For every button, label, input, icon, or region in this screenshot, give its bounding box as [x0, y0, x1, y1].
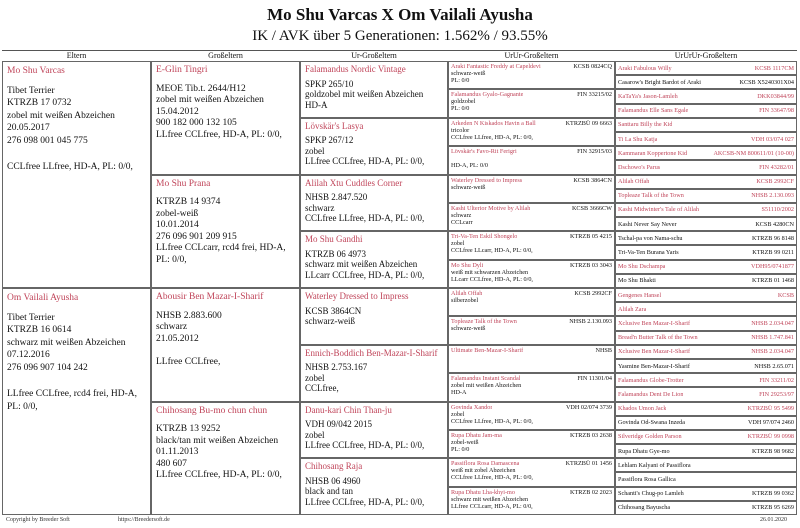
dog-name: Xclusive Ben Mazar-I-Sharif: [618, 319, 691, 327]
gen5-card: [615, 359, 797, 373]
dog-detail: [156, 345, 295, 357]
gen4-card: [448, 316, 615, 344]
dog-detail: KTRZB 17 0732: [7, 98, 72, 108]
registration-number: FIN 33647/98: [759, 107, 794, 115]
gen5-card: [615, 118, 797, 132]
registration-number: VDH 97/074 2460: [747, 419, 794, 427]
dog-name: Falamandus Nordic Vintage: [305, 64, 406, 74]
dog-name: Waterley Dressed to Impress: [451, 176, 523, 184]
dog-name: Xclusive Ben Mazar-I-Sharif: [618, 348, 691, 356]
registration-number: FIN 33215/02: [577, 91, 612, 99]
registration-number: NHSB: [595, 346, 612, 354]
dog-detail: HD-A: [451, 389, 467, 397]
dog-detail: tricolor: [451, 126, 470, 134]
gen4-card: [448, 89, 615, 117]
dog-detail: HD-A, PL: 0/0: [451, 162, 488, 170]
dog-name: Alilah Offah: [618, 178, 650, 186]
dog-name: Rupa Dhatu Lha-khyi-mo: [451, 488, 515, 496]
registration-number: KCSB 3864CN: [573, 176, 612, 184]
dog-detail: silberzobel: [451, 297, 479, 304]
registration-number: NHSB 2.130.093: [751, 192, 794, 200]
dog-name: Kashi Midwinter's Tale of Alilah: [618, 206, 699, 214]
dog-name: Passiflora Rosa Damascena: [451, 460, 520, 468]
dog-detail: NHSB 2.753.167: [305, 362, 368, 373]
dog-detail: zobel: [305, 372, 325, 383]
dog-detail: schwarz-weiß: [451, 183, 486, 191]
registration-number: KCSB 0824CQ: [573, 63, 612, 70]
dog-detail: 276 096 901 209 915: [156, 231, 237, 242]
dog-name: Alilah Xtu Cuddles Corner: [305, 177, 403, 188]
dog-name: Rupa Dhatu Gye-mo: [618, 447, 670, 455]
dog-detail: PL: 0/0: [451, 77, 470, 84]
registration-number: KTRZB 99 0211: [752, 249, 794, 257]
footer-date: 26.01.2020: [760, 517, 787, 523]
dog-detail: zobel mit weißen Abzeichen: [451, 382, 522, 390]
parent-card: [2, 61, 151, 288]
grandparent-card: [151, 402, 300, 516]
dog-name: Falamandus Instant Scandal: [451, 375, 521, 383]
dog-detail: [451, 354, 612, 361]
dog-detail: zobel: [451, 240, 465, 248]
dog-detail: schwarz-weiß: [451, 325, 486, 333]
dog-detail: CCLfree LLcarr, HD-A, PL: 0/0,: [451, 247, 533, 255]
great-grandparent-card: [300, 231, 448, 288]
registration-number: AKCSB-NM 800611/01 (10-00): [713, 149, 794, 157]
gen5-card: [615, 146, 797, 160]
dog-name: Falamandus Gyalo-Gagnante: [451, 91, 524, 99]
dog-name: Falamandus Globe-Trotter: [618, 376, 684, 384]
column-header: UrUrUr-Großeltern: [615, 50, 797, 61]
page-title: Mo Shu Varcas X Om Vailali Ayusha: [267, 5, 533, 24]
gen5-card: [615, 217, 797, 231]
dog-detail: schwarz mit weißen Abzeichen: [7, 337, 126, 348]
health-info: CCLfree LLfree, HD-A, PL: 0/0,: [7, 162, 133, 172]
dog-detail: [451, 155, 612, 162]
dog-detail: Tibet Terrier: [7, 85, 55, 96]
dog-detail: 10.01.2014: [156, 220, 199, 230]
dog-detail: SPKP 267/12: [305, 135, 354, 146]
dog-name: KaTaYa's Jason-Lamleh: [618, 92, 678, 100]
dog-detail: schwarz mit weißen Abzeichen: [305, 259, 418, 270]
health-info: LLfree CCLfree, rcd4 frei, HD-A, PL: 0/0,: [7, 389, 138, 412]
dog-detail: HD-A: [305, 99, 328, 110]
registration-number: KCSB X5240301X04: [739, 78, 794, 86]
dog-name: Mo Shu Bhakti: [618, 277, 656, 285]
registration-number: KTRZBÜ 95 5499: [747, 405, 794, 413]
dog-name: Tschal-pa von Nama-schu: [618, 234, 683, 242]
dog-detail: LLfree CCLcarr, rcd4 frei, HD-A, PL: 0/0,: [156, 243, 286, 265]
dog-detail: 20.05.2017: [7, 123, 50, 133]
registration-number: KTRZBÜ 09 6663: [565, 119, 612, 127]
registration-number: FIN 32915/03: [577, 148, 612, 156]
gen4-card: [448, 288, 615, 316]
registration-number: KTRZB 01 1468: [752, 277, 794, 285]
gen5-card: [615, 132, 797, 146]
dog-name: Chihosang Raja: [305, 461, 363, 472]
dog-detail: zobel-weiß: [156, 208, 199, 219]
dog-detail: CCLfree LLfree, HD-A, PL: 0/0,: [451, 133, 533, 141]
dog-name: Waterley Dressed to Impress: [305, 291, 409, 301]
gen5-card: [615, 203, 797, 217]
dog-detail: 01.11.2013: [156, 447, 199, 457]
dog-detail: VDH 09/042 2015: [305, 419, 372, 429]
registration-number: KCSB 3666CW: [571, 204, 612, 212]
dog-detail: CCLcarr: [451, 218, 473, 226]
dog-name: Ti La Shu Katja: [618, 135, 658, 143]
gen4-card: [448, 373, 615, 401]
registration-number: KTRZB 99 0362: [752, 490, 794, 498]
great-grandparent-card: [300, 61, 448, 118]
dog-detail: weiß mit schwarzen Abzeichen: [451, 268, 529, 276]
dog-detail: KCSB 3864CN: [305, 305, 362, 316]
gen4-card: [448, 146, 615, 174]
gen5-card: [615, 444, 797, 458]
dog-name: Chihosang Bayuscha: [618, 504, 671, 512]
dog-name: Khados Umon Jack: [618, 405, 667, 413]
registration-number: NHSB 1.747.841: [751, 334, 794, 342]
dog-detail: LLcarr CCLfree, HD-A, PL: 0/0,: [305, 269, 425, 280]
gen5-card: [615, 458, 797, 472]
dog-detail: 900 182 000 132 105: [156, 118, 237, 128]
gen4-card: [448, 231, 615, 259]
dog-detail: LLfree CCLcarr, HD-A, PL: 0/0,: [451, 502, 533, 510]
gen5-card: [615, 302, 797, 316]
dog-name: Abousir Ben Mazar-I-Sharif: [156, 292, 264, 302]
gen4-card: [448, 345, 615, 373]
dog-detail: schwarz-weiß: [305, 316, 355, 326]
dog-detail: 15.04.2012: [156, 106, 199, 117]
registration-number: DKK03844/99: [757, 92, 794, 100]
gen5-card: [615, 288, 797, 302]
gen5-card: [615, 274, 797, 288]
gen4-card: [448, 458, 615, 486]
dog-name: Schanti's Chug-po Lamleh: [618, 490, 684, 498]
registration-number: FIN 43282/01: [759, 163, 794, 171]
dog-name: Mo Shu Prana: [156, 178, 211, 189]
great-grandparent-card: [300, 118, 448, 175]
gen4-card: [448, 402, 615, 430]
dog-name: Chihosang Bu-mo chun chun: [156, 405, 268, 416]
dog-name: Govinda Od-Swana Inzeda: [618, 419, 686, 427]
gen5-card: [615, 89, 797, 103]
registration-number: NHSB 2.034.047: [751, 319, 794, 327]
column-header: Ur-Großeltern: [300, 50, 448, 61]
gen5-card: [615, 175, 797, 189]
dog-detail: goldzobel mit weißen Abzeichen: [305, 89, 424, 99]
dog-name: Mo Shu Gandhi: [305, 234, 363, 245]
dog-detail: schwarz mit weißen Abzeichen: [451, 495, 529, 503]
footer-copyright: Copyright by Breeder Soft: [6, 517, 70, 523]
column-header: Großeltern: [151, 50, 300, 61]
gen5-card: [615, 487, 797, 501]
dog-name: Alilah Offah: [451, 290, 483, 297]
dog-detail: LLfree CCLfree, HD-A, PL: 0/0,: [305, 156, 425, 167]
dog-detail: schwarz: [451, 211, 472, 219]
dog-name: Santtaru Billy the Kid: [618, 121, 673, 129]
gen5-card: [615, 331, 797, 345]
dog-detail: NHSB 2.883.600: [156, 310, 222, 321]
registration-number: VDH95/0741877: [751, 263, 794, 271]
dog-name: Lövskär's Favo-Rit Ferigri: [451, 148, 517, 156]
gen4-card: [448, 487, 615, 515]
dog-detail: PL: 0/0: [451, 105, 470, 113]
gen5-card: [615, 501, 797, 515]
dog-detail: LLfree CCLfree, HD-A, PL: 0/0,: [156, 470, 282, 480]
gen5-card: [615, 402, 797, 416]
registration-number: KCSB 2992CF: [574, 290, 612, 297]
gen5-card: [615, 430, 797, 444]
registration-number: FIN 29253/97: [759, 390, 794, 398]
dog-detail: 276 098 001 045 775: [7, 135, 88, 146]
dog-name: Topleaze Talk of the Town: [451, 318, 517, 326]
dog-detail: zobel mit weißen Abzeichen: [7, 110, 115, 121]
registration-number: KCSB 4280CN: [755, 220, 794, 228]
dog-detail: CCLfree LLfree, HD-A, PL: 0/0,: [451, 474, 533, 482]
gen4-card: [448, 175, 615, 203]
gen5-card: [615, 260, 797, 274]
great-grandparent-card: [300, 458, 448, 515]
dog-detail: CCLfree LLfree, HD-A, PL: 0/0,: [451, 417, 533, 425]
dog-name: Kashi Ulterior Motive by Alilah: [451, 204, 531, 212]
registration-number: VDH 03/074 027: [751, 135, 794, 143]
dog-detail: LLfree CCLfree, HD-A, PL: 0/0,: [305, 496, 425, 507]
dog-name: Yasmine Ben-Mazar-I-Sharif: [618, 362, 690, 370]
gen5-card: [615, 387, 797, 401]
dog-name: Araki Fantastic Freddy at Capeldevi: [451, 63, 541, 70]
dog-name: Ennich-Boddich Ben-Mazar-I-Sharif: [305, 347, 438, 358]
gen5-card: [615, 231, 797, 245]
dog-detail: weiß mit zobel Abzeichen: [451, 467, 516, 475]
grandparent-card: [151, 288, 300, 402]
dog-detail: schwarz: [156, 322, 188, 332]
gen5-card: [615, 104, 797, 118]
dog-name: Tri-Va-Ten Eskil Shongelo: [451, 233, 518, 241]
parent-card: [2, 288, 151, 515]
great-grandparent-card: [300, 345, 448, 402]
registration-number: KCSB 1117CM: [754, 64, 794, 72]
registration-number: KTRZB 05 4215: [570, 233, 612, 241]
dog-name: Kashi Never Say Never: [618, 220, 677, 228]
dog-name: Gengenes Hansel: [618, 291, 662, 299]
dog-detail: LLcarr CCLfree, HD-A, PL: 0/0,: [451, 275, 533, 283]
great-grandparent-card: [300, 288, 448, 345]
dog-detail: black/tan mit weißen Abzeichen: [156, 435, 279, 446]
dog-detail: goldzobel: [451, 98, 476, 106]
registration-number: KCSB 2992CF: [756, 178, 794, 186]
dog-detail: LLfree CCLfree,: [156, 356, 221, 367]
dog-detail: KTRZB 16 0614: [7, 325, 72, 335]
dog-name: Danu-kari Chin Than-ju: [305, 404, 392, 415]
dog-name: Om Vailali Ayusha: [7, 293, 79, 303]
grandparent-card: [151, 175, 300, 289]
dog-detail: NHSB 2.847.520: [305, 192, 368, 202]
gen5-card: [615, 472, 797, 486]
column-header: Eltern: [2, 50, 151, 61]
dog-name: Mo Shu Dyli: [451, 261, 484, 269]
dog-detail: SPKP 265/10: [305, 78, 354, 89]
dog-name: Silveridge Golden Parson: [618, 433, 682, 441]
dog-name: Rupa Dhatu Jam-ma: [451, 431, 502, 439]
dog-detail: zobel-weiß: [451, 438, 479, 446]
dog-detail: LLfree CCLfree, HD-A, PL: 0/0,: [156, 129, 282, 140]
dog-name: Casarow's Bright Bardot of Araki: [618, 78, 701, 86]
gen5-card: [615, 61, 797, 75]
gen5-card: [615, 189, 797, 203]
dog-name: Arkeden N Kiskados Havin a Ball: [451, 119, 536, 127]
gen5-card: [615, 75, 797, 89]
dog-name: Dschowo's Parus: [618, 163, 661, 171]
dog-name: Bread'n Butter Talk of the Town: [618, 334, 698, 342]
dog-detail: schwarz-weiß: [451, 70, 486, 77]
dog-name: Passiflora Rosa Gallica: [618, 476, 676, 484]
dog-detail: zobel: [305, 429, 325, 440]
gen4-card: [448, 118, 615, 146]
footer-url[interactable]: https://Breedersoft.de: [118, 517, 170, 523]
dog-name: Mo Shu Varcas: [7, 66, 65, 76]
dog-detail: NHSB 06 4960: [305, 475, 361, 486]
gen4-card: [448, 61, 615, 89]
registration-number: KTRZBÜ 99 0998: [747, 433, 794, 441]
registration-number: KTRZB 03 2638: [570, 431, 612, 439]
dog-name: Mo Shu Dschampa: [618, 263, 666, 271]
registration-number: KCSB: [777, 291, 794, 299]
dog-detail: KTRZB 06 4973: [305, 248, 367, 259]
dog-detail: 276 096 907 104 242: [7, 362, 88, 373]
dog-detail: Tibet Terrier: [7, 312, 55, 323]
registration-number: KTRZB 95 6269: [752, 504, 794, 512]
dog-detail: black and tan: [305, 486, 353, 497]
dog-name: Lehlam Kalyani of Passiflora: [618, 461, 691, 469]
registration-number: KTRZB 03 3043: [570, 261, 612, 269]
dog-name: Araki Fabulous Willy: [618, 64, 672, 72]
dog-detail: KTRZB 14 9374: [156, 197, 221, 207]
dog-detail: schwarz: [305, 202, 335, 213]
gen4-card: [448, 260, 615, 288]
dog-name: Falamandus Elle Sans Egale: [618, 107, 689, 115]
great-grandparent-card: [300, 175, 448, 232]
dog-name: Falamandus Dent De Lion: [618, 390, 684, 398]
gen5-card: [615, 416, 797, 430]
dog-detail: zobel: [451, 410, 465, 418]
dog-detail: LLfree CCLfree, HD-A, PL: 0/0,: [305, 440, 425, 450]
gen5-card: [615, 316, 797, 330]
dog-detail: zobel mit weißen Abzeichen: [156, 95, 264, 105]
dog-detail: 07.12.2016: [7, 350, 50, 360]
registration-number: KTRZB 98 9682: [752, 447, 794, 455]
dog-detail: 21.05.2012: [156, 333, 199, 344]
registration-number: NHSB 2.034.047: [751, 348, 794, 356]
dog-detail: zobel: [305, 145, 325, 156]
dog-name: Ultimate Ben-Mazar-I-Sharif: [451, 346, 524, 354]
dog-name: Govinda Xandor: [451, 403, 493, 411]
dog-detail: MEOE Tib.t. 2644/H12: [156, 83, 246, 94]
dog-detail: CCLfree LLfree, HD-A, PL: 0/0,: [305, 213, 425, 223]
gen4-card: [448, 430, 615, 458]
registration-number: VDH 02/074 3739: [565, 403, 612, 411]
dog-detail: PL: 0/0: [451, 445, 470, 453]
dog-name: Topleaze Talk of the Town: [618, 192, 684, 200]
dog-name: Alilah Zara: [618, 305, 647, 313]
registration-number: FIN 33211/02: [759, 376, 794, 384]
gen5-card: [615, 160, 797, 174]
registration-number: KTRZB 02 2023: [570, 488, 612, 496]
dog-name: E-Glin Tingri: [156, 65, 208, 75]
gen5-card: [615, 373, 797, 387]
registration-number: NHSB 2.130.093: [569, 318, 612, 326]
registration-number: FIN 11301/04: [577, 375, 612, 383]
dog-name: Tri-Va-Ten Burana Yaris: [618, 249, 679, 257]
dog-detail: CCLfree,: [305, 383, 339, 394]
registration-number: KTRZB 96 8148: [752, 234, 794, 242]
dog-name: Lövskär's Lasya: [305, 120, 364, 131]
page-subtitle: IK / AVK über 5 Generationen: 1.562% / 93.55%: [252, 28, 548, 44]
registration-number: KTRZBÜ 01 1456: [565, 460, 612, 468]
dog-detail: 480 607: [156, 458, 187, 469]
gen5-card: [615, 345, 797, 359]
dog-name: Kammaran Koppertone Kid: [618, 149, 688, 157]
dog-detail: KTRZB 13 9252: [156, 424, 221, 434]
column-header: UrUr-Großeltern: [448, 50, 615, 61]
gen4-card: [448, 203, 615, 231]
gen5-card: [615, 245, 797, 259]
registration-number: S51110/2002: [761, 206, 794, 214]
registration-number: NHSB 2.65.071: [754, 362, 794, 370]
grandparent-card: [151, 61, 300, 175]
great-grandparent-card: [300, 402, 448, 459]
